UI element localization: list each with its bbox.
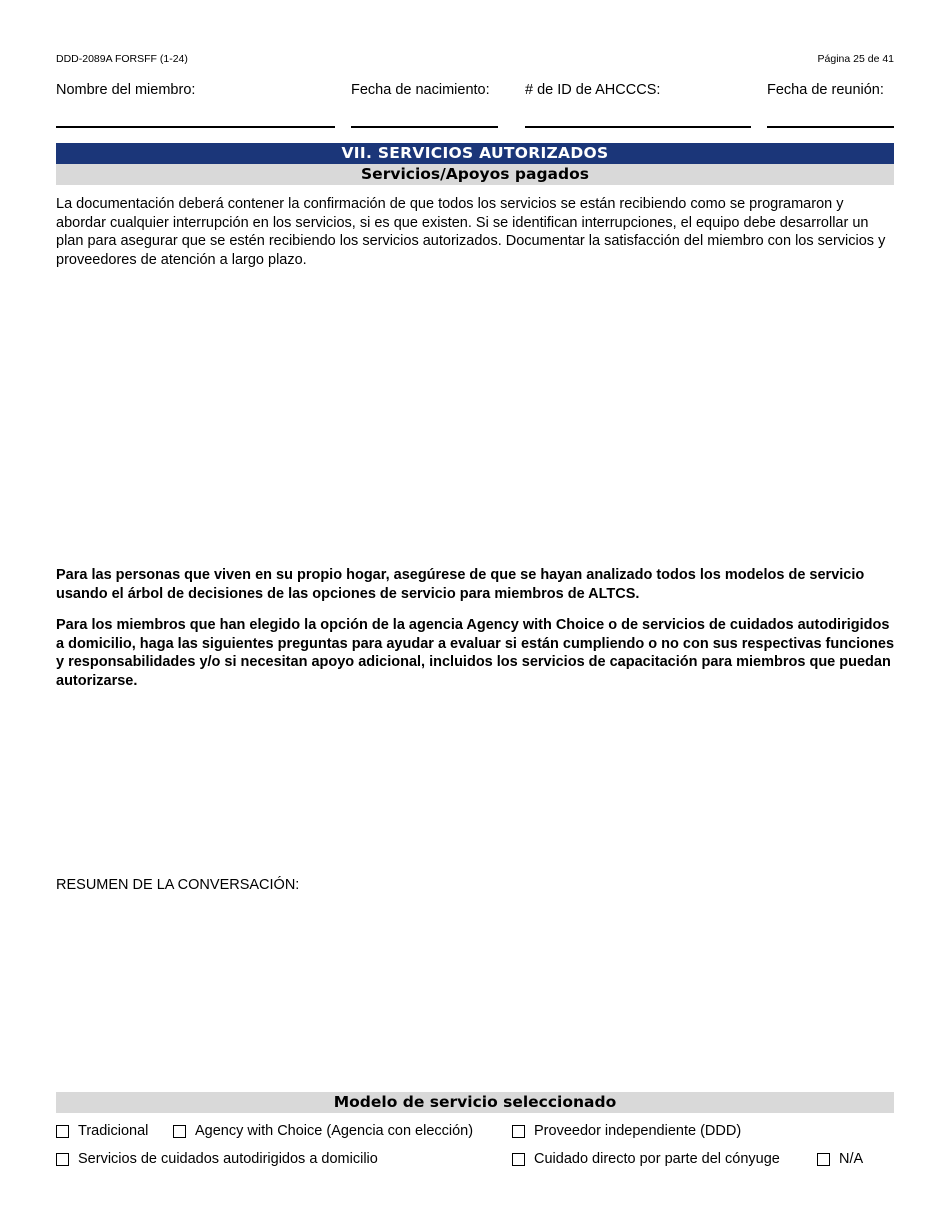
checkbox[interactable] [173, 1125, 186, 1138]
assessment-response-area[interactable] [56, 700, 894, 865]
option-label: Proveedor independiente (DDD) [534, 1123, 742, 1139]
intro-paragraph: La documentación deberá contener la confirmación de que todos los servicios se están recibiendo como se programaron y abordar cualquier interrupción en los servicios, si es que existen. Si se identifican interrupciones, el equipo debe desarrollar un plan para asegurar que se estén recibiendo los servicios autorizados. Documentar la satisfacción del miembro con los servicios y proveedores de atención a largo plazo. [56, 196, 886, 269]
form-id: DDD-2089A FORSFF (1-24) [56, 53, 188, 65]
intro-response-area[interactable] [56, 275, 894, 555]
checkbox[interactable] [512, 1125, 525, 1138]
member-name-label: Nombre del miembro: [56, 82, 196, 98]
conversation-summary-label: RESUMEN DE LA CONVERSACIÓN: [56, 877, 300, 893]
ahcccs-id-field[interactable] [525, 126, 751, 128]
option-tradicional[interactable] [56, 1123, 148, 1139]
checkbox[interactable] [56, 1125, 69, 1138]
option-label: Tradicional [78, 1123, 149, 1139]
ahcccs-id-label: # de ID de AHCCCS: [525, 82, 661, 98]
section-title: VII. SERVICIOS AUTORIZADOS [56, 143, 894, 164]
option-agency-with-choice[interactable] [173, 1123, 473, 1139]
option-label: Servicios de cuidados autodirigidos a domicilio [78, 1151, 378, 1167]
option-label: N/A [839, 1151, 864, 1167]
option-label: Cuidado directo por parte del cónyuge [534, 1151, 780, 1167]
option-self-directed-care[interactable] [56, 1151, 378, 1167]
option-independent-provider[interactable] [512, 1123, 741, 1139]
dob-label: Fecha de nacimiento: [351, 82, 490, 98]
meeting-date-field[interactable] [767, 126, 894, 128]
checkbox[interactable] [512, 1153, 525, 1166]
conversation-summary-area[interactable] [56, 898, 894, 1078]
page-number: Página 25 de 41 [817, 53, 894, 65]
checkbox[interactable] [817, 1153, 830, 1166]
section-subtitle: Servicios/Apoyos pagados [56, 164, 894, 185]
service-model-title: Modelo de servicio seleccionado [56, 1092, 894, 1113]
option-na[interactable] [817, 1151, 863, 1167]
dob-field[interactable] [351, 126, 498, 128]
checkbox[interactable] [56, 1153, 69, 1166]
home-service-models-note: Para las personas que viven en su propio hogar, asegúrese de que se hayan analizado todos los modelos de servicio usando el árbol de decisiones de las opciones de servicio para miembros de ALTCS. [56, 567, 865, 602]
option-spouse-direct-care[interactable] [512, 1151, 780, 1167]
member-name-field[interactable] [56, 126, 335, 128]
agency-choice-note: Para los miembros que han elegido la opción de la agencia Agency with Choice o de servicios de cuidados autodirigidos a domicilio, haga las siguientes preguntas para ayudar a evaluar si están cumpliendo o no con sus respectivas funciones y responsabilidades y/o si necesitan apoyo adicional, incluidos los servicios de capacitación para miembros que puedan autorizarse. [56, 617, 895, 690]
meeting-date-label: Fecha de reunión: [767, 82, 884, 98]
option-label: Agency with Choice (Agencia con elección) [195, 1123, 474, 1139]
